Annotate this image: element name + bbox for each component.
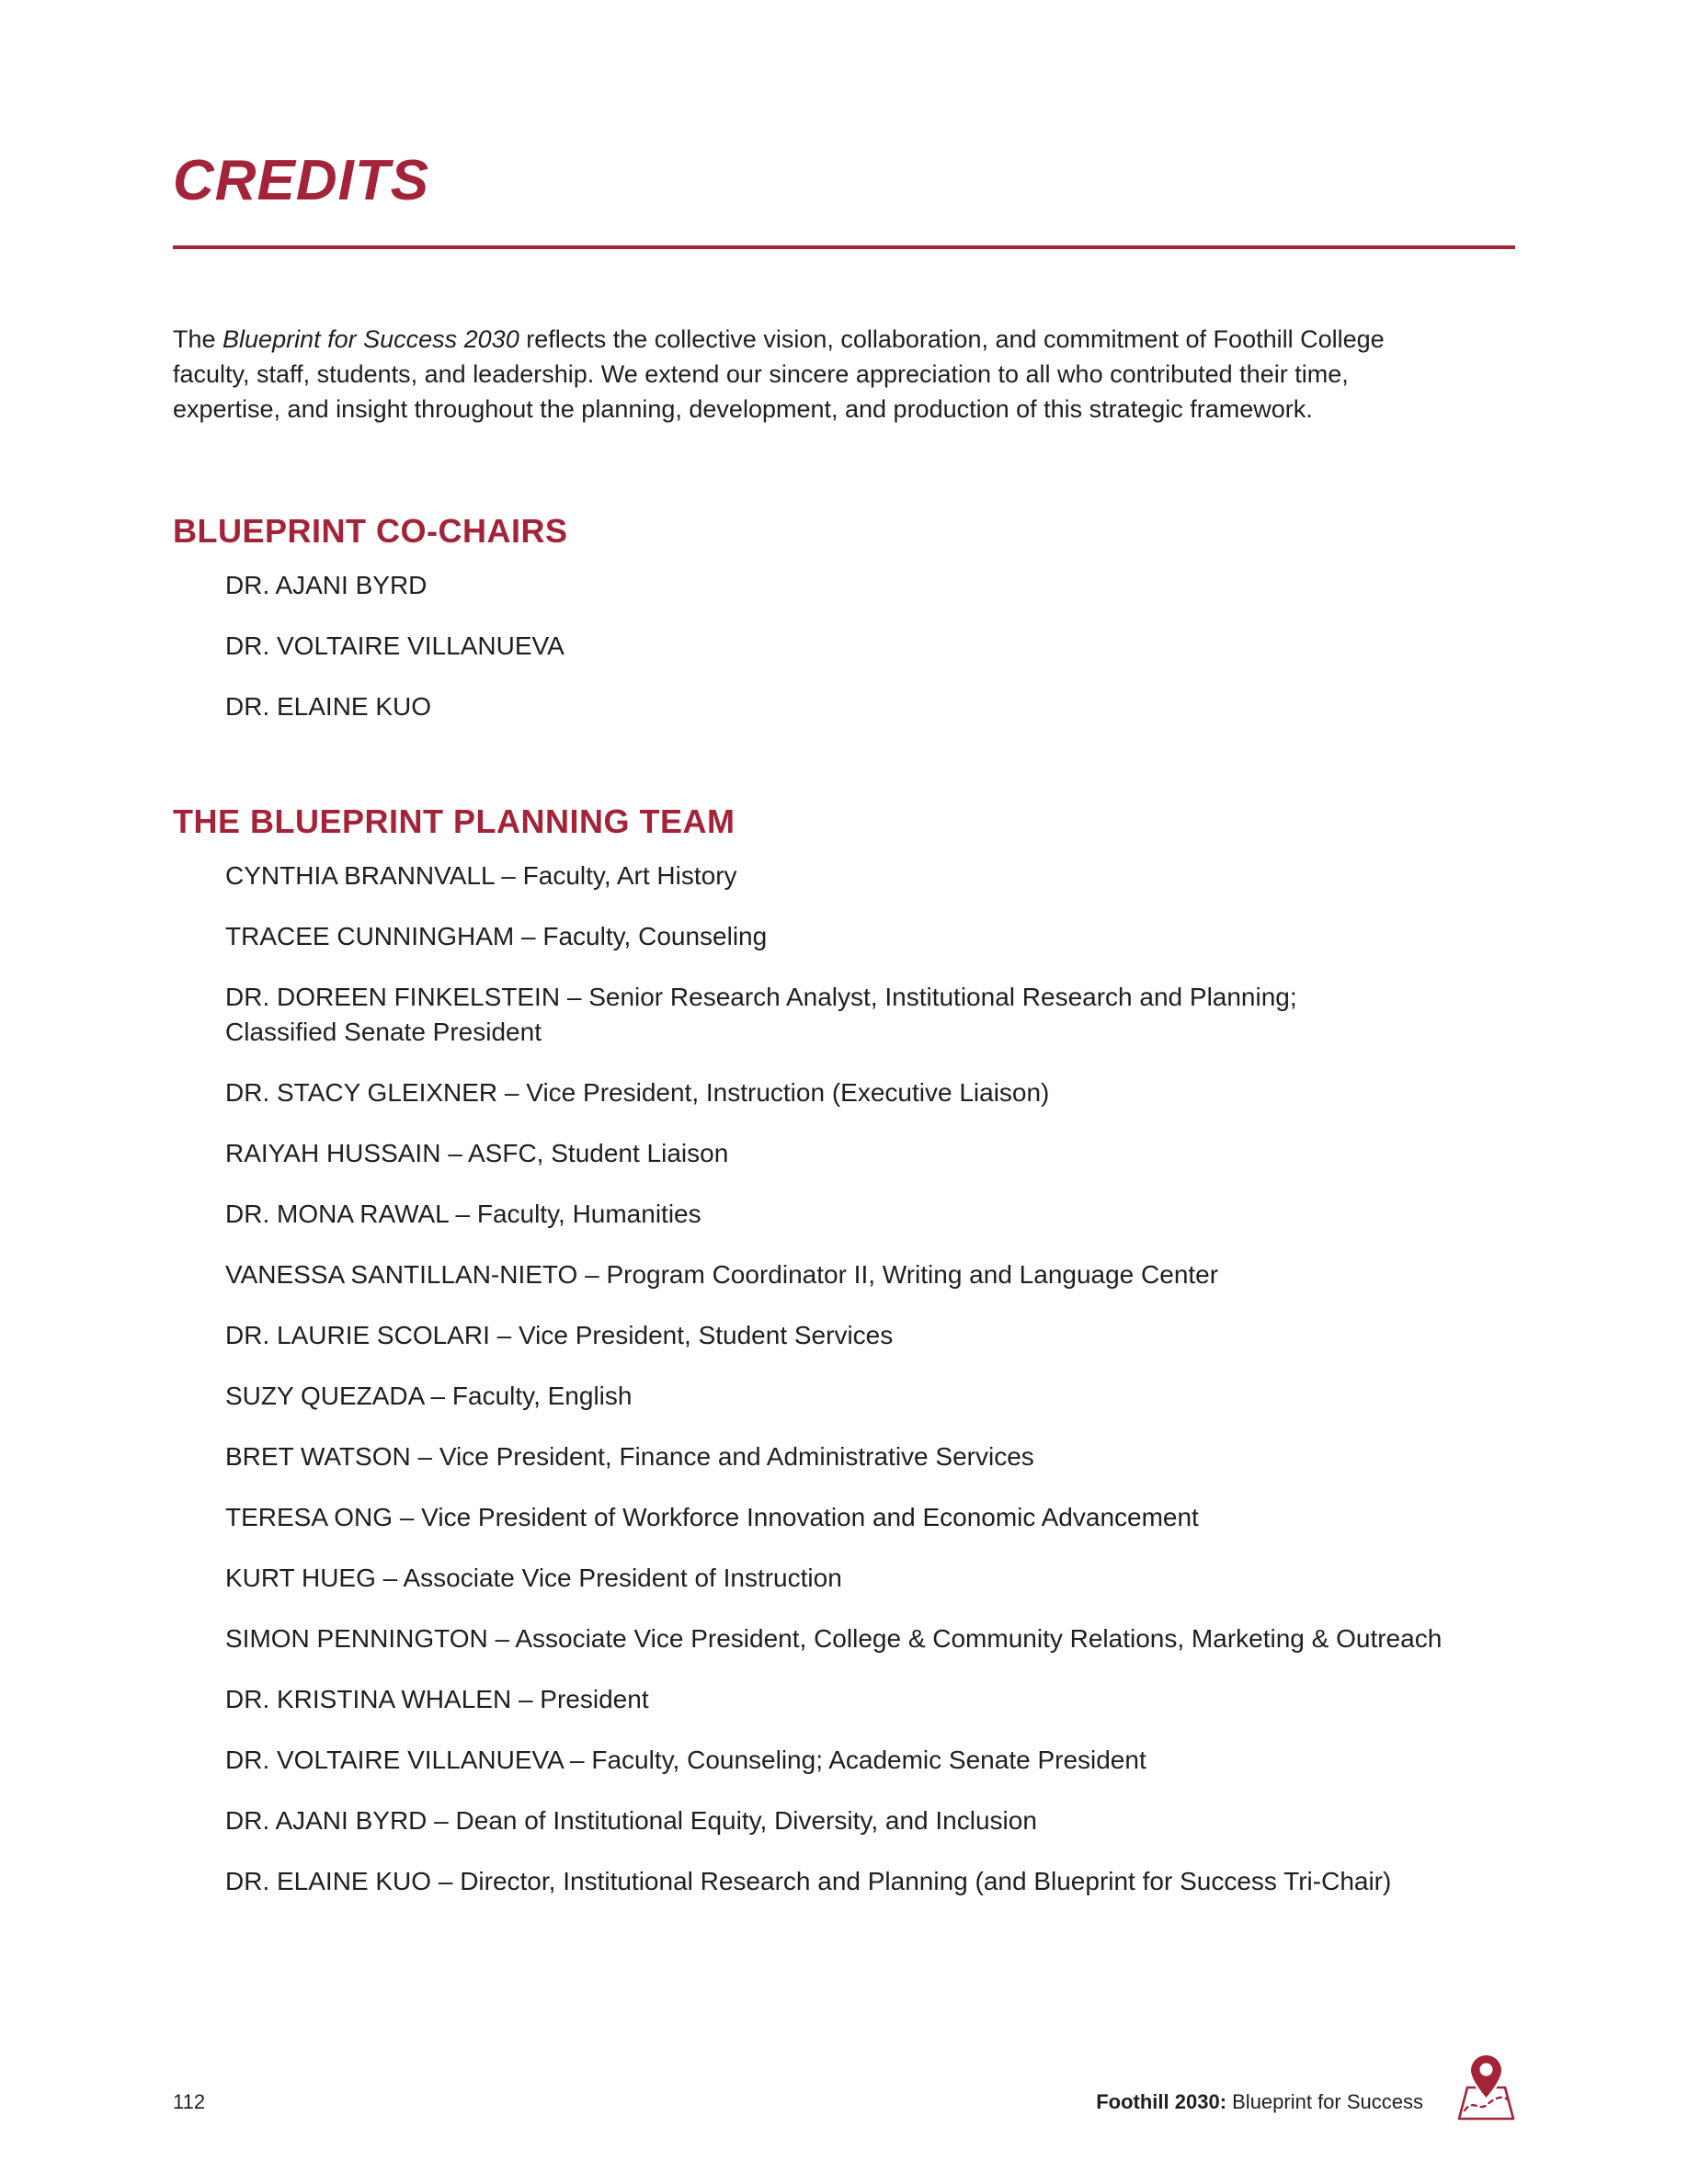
member-name: DR. KRISTINA WHALEN xyxy=(225,1685,512,1713)
list-item xyxy=(225,689,1607,724)
member-name: RAIYAH HUSSAIN xyxy=(225,1139,441,1167)
member-role: – Vice President, Instruction (Executive Liaison) xyxy=(497,1078,1050,1107)
member-name: VANESSA SANTILLAN-NIETO xyxy=(225,1260,578,1289)
list-item xyxy=(225,568,1607,603)
member-role: – Faculty, Counseling; Academic Senate President xyxy=(563,1746,1146,1774)
list-item xyxy=(225,1318,1607,1353)
section-blueprint-planning-team xyxy=(173,802,1607,1925)
member-role: – Faculty, Counseling xyxy=(514,922,768,950)
intro-paragraph xyxy=(173,322,1385,427)
intro-line3: expertise, and insight throughout the planning, development, and production of this strategic framework. xyxy=(173,395,1313,423)
section-heading: THE BLUEPRINT PLANNING TEAM xyxy=(173,802,736,840)
intro-line1-rest: reflects the collective vision, collaboration, and commitment of Foothill College xyxy=(519,325,1385,353)
list-item xyxy=(225,1379,1607,1414)
list-item xyxy=(225,1621,1607,1656)
footer-brand xyxy=(1096,2088,1423,2116)
section-heading: BLUEPRINT CO-CHAIRS xyxy=(173,512,568,550)
member-role: – Vice President, Student Services xyxy=(489,1321,894,1349)
member-name: DR. VOLTAIRE VILLANUEVA xyxy=(225,1746,564,1774)
list-item xyxy=(225,1561,1607,1596)
member-role: – Senior Research Analyst, Institutional Research and Planning; Classified Senate President xyxy=(225,983,1297,1046)
intro-line2: faculty, staff, students, and leadership. We extend our sincere appreciation to all who contributed their time, xyxy=(173,360,1349,388)
list-item xyxy=(225,1803,1607,1838)
list-item xyxy=(225,980,1607,1050)
member-name: DR. STACY GLEIXNER xyxy=(225,1078,498,1107)
member-role: – Faculty, Art History xyxy=(494,861,737,890)
list-item xyxy=(225,859,1607,893)
list-item xyxy=(225,919,1607,954)
member-role: – Vice President, Finance and Administrative Services xyxy=(410,1442,1034,1471)
member-role: – Faculty, English xyxy=(423,1382,633,1410)
footer-brand-bold: Foothill 2030: xyxy=(1096,2090,1227,2113)
member-name: DR. VOLTAIRE VILLANUEVA xyxy=(225,631,565,660)
member-role: – Faculty, Humanities xyxy=(448,1200,701,1228)
list-item xyxy=(225,1136,1607,1171)
member-role: – President xyxy=(511,1685,649,1713)
member-list xyxy=(173,568,1607,724)
list-item xyxy=(225,1197,1607,1232)
member-name: DR. DOREEN FINKELSTEIN xyxy=(225,983,561,1011)
member-name: DR. ELAINE KUO xyxy=(225,692,432,721)
footer-brand-rest: Blueprint for Success xyxy=(1226,2090,1423,2113)
page-title: CREDITS xyxy=(173,149,430,212)
member-role: – ASFC, Student Liaison xyxy=(440,1139,729,1167)
member-role: – Associate Vice President, College & Community Relations, Marketing & Outreach xyxy=(487,1624,1443,1653)
list-item xyxy=(225,1500,1607,1535)
member-name: DR. ELAINE KUO xyxy=(225,1867,432,1895)
member-name: TRACEE CUNNINGHAM xyxy=(225,922,515,950)
member-role: – Dean of Institutional Equity, Diversity, and Inclusion xyxy=(427,1806,1037,1835)
member-name: DR. MONA RAWAL xyxy=(225,1200,449,1228)
map-pin-icon xyxy=(1455,2053,1518,2121)
title-divider xyxy=(173,245,1515,249)
intro-line1-prefix: The xyxy=(173,325,223,353)
list-item xyxy=(225,1682,1607,1717)
member-role: – Director, Institutional Research and Planning (and Blueprint for Success Tri-Chair) xyxy=(431,1867,1392,1895)
list-item xyxy=(225,1257,1607,1292)
member-name: SUZY QUEZADA xyxy=(225,1382,424,1410)
member-role: – Program Coordinator II, Writing and Language Center xyxy=(577,1260,1219,1289)
member-role: – Associate Vice President of Instruction xyxy=(375,1564,842,1592)
list-item xyxy=(225,1864,1607,1899)
list-item xyxy=(225,1439,1607,1474)
member-name: BRET WATSON xyxy=(225,1442,411,1471)
intro-line1-italic: Blueprint for Success 2030 xyxy=(222,325,519,353)
member-name: KURT HUEG xyxy=(225,1564,376,1592)
member-name: TERESA ONG xyxy=(225,1503,393,1531)
member-list xyxy=(173,859,1607,1899)
member-name: DR. AJANI BYRD xyxy=(225,571,428,599)
section-blueprint-co-chairs xyxy=(173,511,1607,750)
list-item xyxy=(225,1743,1607,1778)
member-name: DR. LAURIE SCOLARI xyxy=(225,1321,490,1349)
footer-page-number: 112 xyxy=(173,2090,206,2113)
pin-hole-shape xyxy=(1480,2064,1493,2076)
list-item xyxy=(225,1075,1607,1110)
list-item xyxy=(225,629,1607,664)
member-role: – Vice President of Workforce Innovation and Economic Advancement xyxy=(393,1503,1199,1531)
member-name: DR. AJANI BYRD xyxy=(225,1806,428,1835)
member-name: SIMON PENNINGTON xyxy=(225,1624,488,1653)
member-name: CYNTHIA BRANNVALL xyxy=(225,861,495,890)
